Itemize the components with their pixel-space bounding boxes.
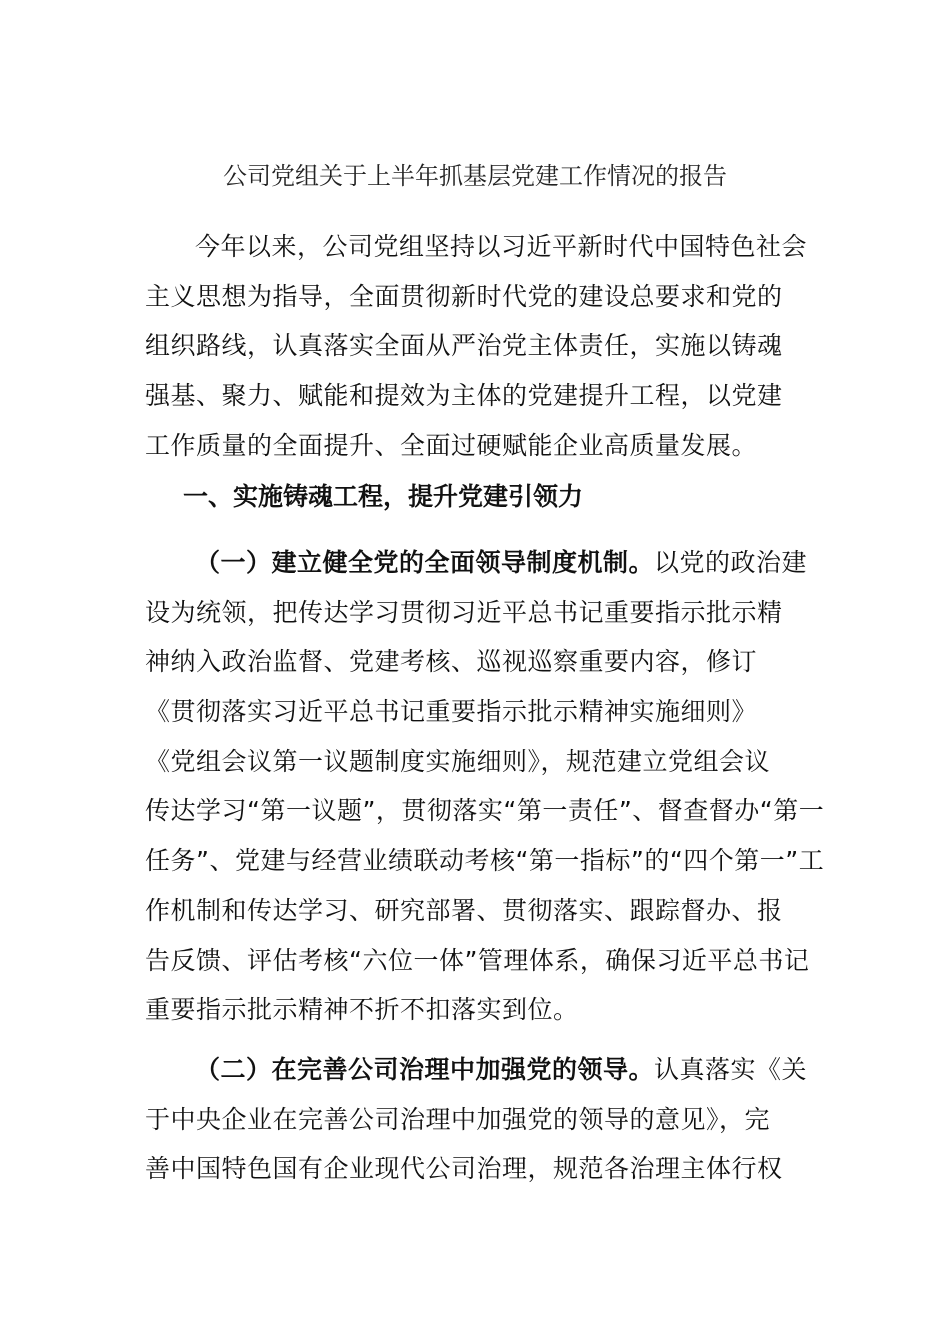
body-line: 《党组会议第一议题制度实施细则》，规范建立党组会议 (145, 746, 771, 776)
subsection-2-first-line (145, 1045, 808, 1095)
subsection-2-heading: （二）在完善公司治理中加强党的领导。 (195, 1055, 655, 1084)
subsection-1-first-text: 以党的政治建 (654, 548, 808, 577)
intro-line: 组织路线，认真落实全面从严治党主体责任，实施以铸魂 (145, 331, 783, 361)
body-line: 善中国特色国有企业现代公司治理，规范各治理主体行权 (145, 1154, 783, 1184)
body-line: 《贯彻落实习近平总书记重要指示批示精神实施细则》 (145, 697, 758, 727)
subsection-2-first-text: 认真落实《关 (654, 1055, 808, 1084)
subsection-2-paragraph (145, 1045, 808, 1194)
intro-line: 强基、聚力、赋能和提效为主体的党建提升工程，以党建 (145, 381, 783, 411)
intro-line: 主义思想为指导，全面贯彻新时代党的建设总要求和党的 (145, 281, 783, 311)
intro-paragraph (145, 222, 808, 470)
subsection-1-paragraph (145, 538, 825, 1035)
body-line: 作机制和传达学习、研究部署、贯彻落实、跟踪督办、报 (145, 895, 783, 925)
body-line: 重要指示批示精神不折不扣落实到位。 (145, 995, 579, 1025)
subsection-1-heading: （一）建立健全党的全面领导制度机制。 (195, 548, 655, 577)
section-heading-1: 一、实施铸魂工程，提升党建引领力 (183, 482, 584, 511)
intro-line: 工作质量的全面提升、全面过硬赋能企业高质量发展。 (145, 430, 758, 460)
intro-line: 今年以来，公司党组坚持以习近平新时代中国特色社会 (195, 232, 808, 261)
document-title: 公司党组关于上半年抓基层党建工作情况的报告 (223, 162, 727, 190)
body-line: 告反馈、评估考核“六位一体”管理体系，确保习近平总书记 (145, 945, 810, 975)
subsection-1-first-line (145, 538, 808, 588)
body-line: 设为统领，把传达学习贯彻习近平总书记重要指示批示精 (145, 597, 783, 627)
body-line: 传达学习“第一议题”，贯彻落实“第一责任”、督查督办“第一 (145, 796, 825, 826)
body-line: 神纳入政治监督、党建考核、巡视巡察重要内容，修订 (145, 647, 758, 677)
body-line: 于中央企业在完善公司治理中加强党的领导的意见》，完 (145, 1104, 771, 1134)
body-line: 任务”、党建与经营业绩联动考核“第一指标”的“四个第一”工 (145, 846, 825, 876)
